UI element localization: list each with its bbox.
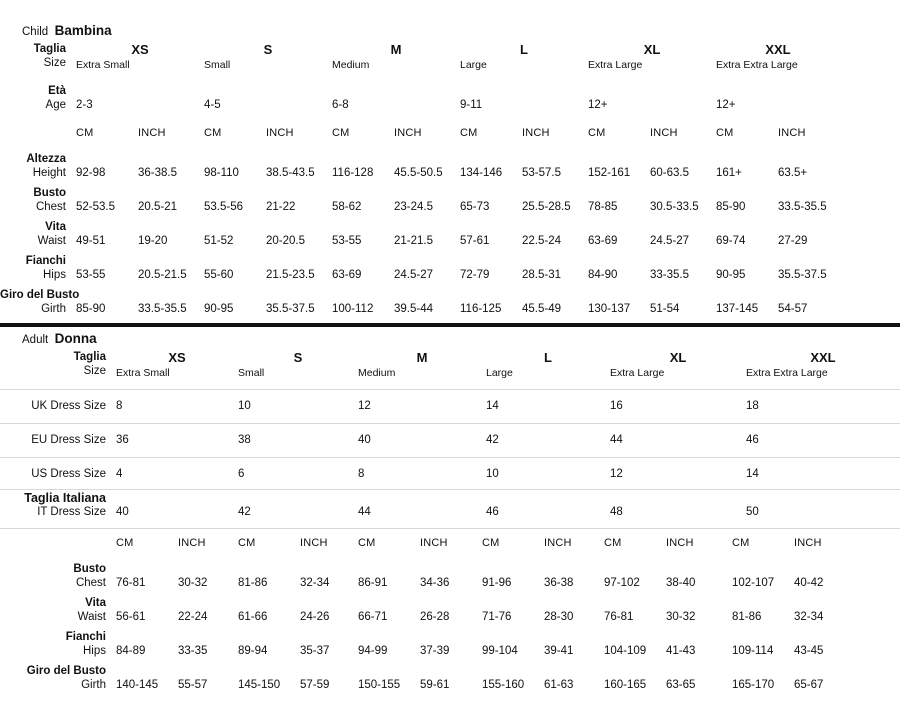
cell: 65-73	[460, 201, 490, 213]
cell: 100-112	[332, 303, 374, 315]
cell: 30-32	[178, 577, 208, 589]
cell: 84-90	[588, 269, 618, 281]
cell: 32-34	[300, 577, 330, 589]
table-row	[0, 664, 900, 693]
cell: 92-98	[76, 167, 106, 179]
adult-unit-inch-xs: INCH	[178, 537, 206, 549]
child-age-s: 4-5	[204, 99, 221, 111]
cell: 51-52	[204, 235, 234, 247]
cell: 98-110	[204, 167, 239, 179]
cell: 6	[238, 468, 245, 480]
adult-tag-en: Adult	[22, 334, 49, 346]
adult-unit-cm-s: CM	[238, 537, 256, 549]
cell: 30.5-33.5	[650, 201, 699, 213]
cell: 53-55	[332, 235, 362, 247]
cell: 53-55	[76, 269, 106, 281]
cell: 22.5-24	[522, 235, 562, 247]
cell: 34-36	[420, 577, 450, 589]
cell: 28-30	[544, 611, 574, 623]
cell: 16	[610, 400, 623, 412]
cell: 165-170	[732, 679, 775, 691]
rule	[0, 528, 900, 529]
adult-size-s: S Small	[238, 350, 303, 379]
adult-measure-label-hips: Fianchi Hips	[65, 631, 106, 657]
cell: 12	[358, 400, 371, 412]
cell: 66-71	[358, 611, 388, 623]
cell: 22-24	[178, 611, 208, 623]
cell: 18	[746, 400, 759, 412]
adult-measure-label-girth: Giro del Busto Girth	[26, 665, 106, 691]
section-divider	[0, 323, 900, 327]
adult-section-tag	[22, 330, 97, 348]
adult-size-xxl: XXL Extra Extra Large	[746, 350, 836, 379]
cell: 45.5-49	[522, 303, 562, 315]
cell: 21-21.5	[394, 235, 434, 247]
child-tag-en: Child	[22, 26, 49, 38]
child-unit-inch-xxl: INCH	[778, 127, 806, 139]
cell: 28.5-31	[522, 269, 562, 281]
cell: 55-60	[204, 269, 234, 281]
cell: 48	[610, 506, 623, 518]
child-measure-label-waist: Vita Waist	[37, 221, 66, 247]
cell: 137-145	[716, 303, 759, 315]
adult-size-xl: XL Extra Large	[610, 350, 687, 379]
cell: 45.5-50.5	[394, 167, 443, 179]
child-unit-inch-xl: INCH	[650, 127, 678, 139]
cell: 76-81	[116, 577, 146, 589]
cell: 56-61	[116, 611, 146, 623]
cell: 63-65	[666, 679, 696, 691]
cell: 36-38.5	[138, 167, 178, 179]
cell: 63-69	[332, 269, 362, 281]
cell: 35-37	[300, 645, 330, 657]
cell: 10	[486, 468, 499, 480]
child-age-row	[0, 84, 900, 113]
child-age-xxl: 12+	[716, 99, 736, 111]
cell: 104-109	[604, 645, 647, 657]
cell: 150-155	[358, 679, 401, 691]
child-unit-cm-l: CM	[460, 127, 478, 139]
child-unit-cm-xxl: CM	[716, 127, 734, 139]
child-unit-inch-xs: INCH	[138, 127, 166, 139]
cell: 161+	[716, 167, 742, 179]
cell: 35.5-37.5	[778, 269, 827, 281]
rule	[0, 489, 900, 490]
child-size-s: S Small	[204, 42, 273, 71]
cell: 24-26	[300, 611, 330, 623]
cell: 65-67	[794, 679, 824, 691]
adult-it-dress-label: Taglia Italiana IT Dress Size	[24, 491, 106, 518]
cell: 24.5-27	[394, 269, 434, 281]
adult-uk-dress-label: UK Dress Size	[31, 400, 106, 412]
cell: 116-125	[460, 303, 502, 315]
child-size-header-row	[0, 42, 900, 72]
cell: 155-160	[482, 679, 525, 691]
cell: 52-53.5	[76, 201, 116, 213]
cell: 130-137	[588, 303, 631, 315]
child-section-tag	[22, 22, 112, 40]
table-row	[0, 596, 900, 625]
child-age-l: 9-11	[460, 99, 483, 111]
table-row	[0, 562, 900, 591]
cell: 19-20	[138, 235, 168, 247]
cell: 59-61	[420, 679, 450, 691]
adult-unit-inch-s: INCH	[300, 537, 328, 549]
cell: 134-146	[460, 167, 503, 179]
cell: 90-95	[716, 269, 746, 281]
cell: 58-62	[332, 201, 362, 213]
cell: 20-20.5	[266, 235, 306, 247]
table-row	[0, 467, 900, 482]
cell: 53-57.5	[522, 167, 562, 179]
cell: 26-28	[420, 611, 450, 623]
cell: 152-161	[588, 167, 631, 179]
child-age-m: 6-8	[332, 99, 349, 111]
adult-eu-dress-label: EU Dress Size	[31, 434, 106, 446]
child-age-xl: 12+	[588, 99, 608, 111]
child-unit-inch-s: INCH	[266, 127, 294, 139]
cell: 33-35	[178, 645, 208, 657]
rule	[0, 457, 900, 458]
child-size-xl: XL Extra Large	[588, 42, 661, 71]
adult-unit-inch-m: INCH	[420, 537, 448, 549]
cell: 97-102	[604, 577, 640, 589]
cell: 40-42	[794, 577, 824, 589]
cell: 160-165	[604, 679, 647, 691]
cell: 140-145	[116, 679, 159, 691]
cell: 21-22	[266, 201, 296, 213]
cell: 8	[116, 400, 123, 412]
cell: 85-90	[716, 201, 746, 213]
cell: 60-63.5	[650, 167, 690, 179]
cell: 44	[358, 506, 371, 518]
cell: 4	[116, 468, 123, 480]
table-row	[0, 186, 900, 215]
child-tag-it: Bambina	[54, 23, 112, 38]
child-size-xs: XS Extra Small	[76, 42, 149, 71]
cell: 53.5-56	[204, 201, 244, 213]
cell: 33.5-35.5	[778, 201, 827, 213]
cell: 43-45	[794, 645, 824, 657]
cell: 42	[238, 506, 251, 518]
cell: 23-24.5	[394, 201, 434, 213]
cell: 14	[486, 400, 499, 412]
cell: 21.5-23.5	[266, 269, 315, 281]
table-row	[0, 152, 900, 181]
cell: 36	[116, 434, 129, 446]
cell: 46	[746, 434, 759, 446]
cell: 116-128	[332, 167, 374, 179]
cell: 12	[610, 468, 623, 480]
cell: 99-104	[482, 645, 518, 657]
cell: 38.5-43.5	[266, 167, 315, 179]
cell: 20.5-21.5	[138, 269, 187, 281]
child-measure-label-chest: Busto Chest	[33, 187, 66, 213]
cell: 145-150	[238, 679, 281, 691]
table-row	[0, 630, 900, 659]
cell: 40	[116, 506, 129, 518]
adult-unit-cm-m: CM	[358, 537, 376, 549]
child-age-xs: 2-3	[76, 99, 93, 111]
cell: 39-41	[544, 645, 574, 657]
adult-unit-inch-xxl: INCH	[794, 537, 822, 549]
cell: 72-79	[460, 269, 490, 281]
cell: 109-114	[732, 645, 774, 657]
adult-size-header-row	[0, 350, 900, 380]
cell: 57-61	[460, 235, 490, 247]
child-size-label: Taglia Size	[33, 43, 66, 69]
child-measure-label-height: Altezza Height	[26, 153, 66, 179]
adult-unit-cm-xl: CM	[604, 537, 622, 549]
table-row	[0, 433, 900, 448]
cell: 94-99	[358, 645, 388, 657]
cell: 61-63	[544, 679, 574, 691]
cell: 91-96	[482, 577, 512, 589]
adult-unit-inch-xl: INCH	[666, 537, 694, 549]
cell: 86-91	[358, 577, 388, 589]
adult-tag-it: Donna	[54, 331, 97, 346]
cell: 36-38	[544, 577, 574, 589]
child-unit-cm-s: CM	[204, 127, 222, 139]
adult-measure-label-waist: Vita Waist	[77, 597, 106, 623]
adult-size-label: Taglia Size	[73, 351, 106, 377]
child-unit-cm-xl: CM	[588, 127, 606, 139]
cell: 89-94	[238, 645, 268, 657]
cell: 55-57	[178, 679, 208, 691]
child-size-xxl: XXL Extra Extra Large	[716, 42, 798, 71]
cell: 38-40	[666, 577, 696, 589]
child-measure-label-hips: Fianchi Hips	[25, 255, 66, 281]
cell: 32-34	[794, 611, 824, 623]
child-units-row	[0, 126, 900, 141]
adult-unit-inch-l: INCH	[544, 537, 572, 549]
adult-unit-cm-l: CM	[482, 537, 500, 549]
child-age-label: Età Age	[45, 85, 66, 111]
cell: 85-90	[76, 303, 106, 315]
cell: 42	[486, 434, 499, 446]
cell: 71-76	[482, 611, 512, 623]
child-unit-cm-m: CM	[332, 127, 350, 139]
cell: 63.5+	[778, 167, 808, 179]
adult-unit-cm-xxl: CM	[732, 537, 750, 549]
cell: 69-74	[716, 235, 746, 247]
adult-us-dress-label: US Dress Size	[31, 468, 106, 480]
rule	[0, 389, 900, 390]
cell: 44	[610, 434, 623, 446]
adult-measure-label-chest: Busto Chest	[73, 563, 106, 589]
cell: 61-66	[238, 611, 268, 623]
adult-size-m: M Medium	[358, 350, 428, 379]
cell: 38	[238, 434, 251, 446]
cell: 40	[358, 434, 371, 446]
cell: 8	[358, 468, 365, 480]
cell: 20.5-21	[138, 201, 178, 213]
cell: 33.5-35.5	[138, 303, 187, 315]
child-size-m: M Medium	[332, 42, 402, 71]
cell: 102-107	[732, 577, 775, 589]
table-row	[0, 491, 900, 520]
table-row	[0, 220, 900, 249]
cell: 78-85	[588, 201, 618, 213]
cell: 10	[238, 400, 251, 412]
cell: 81-86	[238, 577, 268, 589]
table-row	[0, 399, 900, 414]
cell: 51-54	[650, 303, 680, 315]
cell: 76-81	[604, 611, 634, 623]
cell: 33-35.5	[650, 269, 690, 281]
cell: 84-89	[116, 645, 146, 657]
cell: 57-59	[300, 679, 330, 691]
cell: 14	[746, 468, 759, 480]
child-unit-cm-xs: CM	[76, 127, 94, 139]
cell: 54-57	[778, 303, 808, 315]
table-row	[0, 288, 900, 317]
child-unit-inch-l: INCH	[522, 127, 550, 139]
cell: 49-51	[76, 235, 106, 247]
child-measure-label-girth: Giro del Busto Girth	[0, 289, 80, 315]
rule	[0, 423, 900, 424]
cell: 25.5-28.5	[522, 201, 571, 213]
cell: 50	[746, 506, 759, 518]
cell: 63-69	[588, 235, 618, 247]
child-unit-inch-m: INCH	[394, 127, 422, 139]
child-size-l: L Large	[460, 42, 528, 71]
adult-size-l: L Large	[486, 350, 552, 379]
adult-units-row	[0, 536, 900, 551]
cell: 37-39	[420, 645, 450, 657]
cell: 24.5-27	[650, 235, 690, 247]
cell: 27-29	[778, 235, 808, 247]
cell: 30-32	[666, 611, 696, 623]
cell: 41-43	[666, 645, 696, 657]
cell: 39.5-44	[394, 303, 434, 315]
table-row	[0, 254, 900, 283]
cell: 90-95	[204, 303, 234, 315]
cell: 35.5-37.5	[266, 303, 315, 315]
adult-size-xs: XS Extra Small	[116, 350, 186, 379]
adult-unit-cm-xs: CM	[116, 537, 134, 549]
cell: 46	[486, 506, 499, 518]
cell: 81-86	[732, 611, 762, 623]
